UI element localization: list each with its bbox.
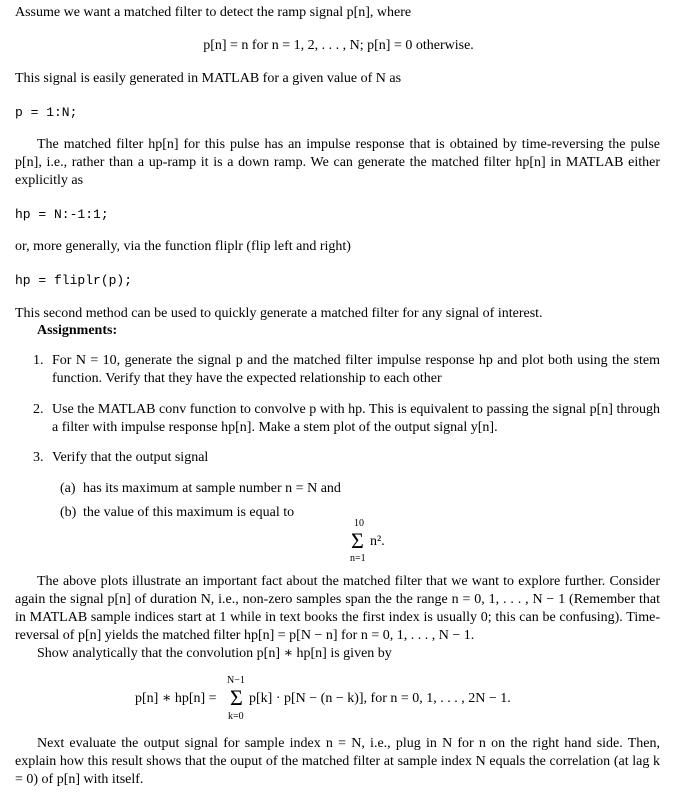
item-1-number: 1. [33,353,44,368]
subitem-b-text: the value of this maximum is equal to [83,505,295,520]
subitem-b-label: (b) [60,505,77,520]
subitem-a-label: (a) [60,481,76,496]
item-3-text: Verify that the output signal [52,450,209,465]
item-3-number: 3. [33,450,44,465]
item-1-text: For N = 10, generate the signal p and the matched filter impulse response hp and plot both using the stem function. Verify that they have the expected relationship to each other [52,353,660,386]
paragraph-fliplr: or, more generally, via the function fliplr (flip left and right) [15,239,351,254]
ramp-definition-equation: p[n] = n for n = 1, 2, . . . , N; p[n] = 0 otherwise. [203,38,474,53]
sum-body: n². [370,534,385,549]
code-snippet-hp-fliplr: hp = fliplr(p); [15,273,133,288]
item-2-number: 2. [33,402,44,417]
assignments-heading: Assignments: [37,323,118,338]
subitem-a-text: has its maximum at sample number n = N and [83,481,341,496]
conv-eq-left: p[n] ∗ hp[n] = [135,691,217,706]
item-2-text: Use the MATLAB conv function to convolve p with hp. This is equivalent to passing the signal p[n] through a filter with impulse response hp[n]. Make a stem plot of the output signal y[n]. [52,402,660,435]
paragraph-show-convolution: Show analytically that the convolution p[n] ∗ hp[n] is given by [37,646,392,661]
code-snippet-hp-explicit: hp = N:-1:1; [15,207,109,222]
sum-lower-limit: n=1 [350,553,366,564]
conv-eq-upper-limit: N−1 [227,675,245,686]
paragraph-second-method: This second method can be used to quickly generate a matched filter for any signal of interest. [15,306,543,321]
conv-eq-lower-limit: k=0 [228,711,244,722]
intro-line-1: Assume we want a matched filter to detect the ramp signal p[n], where [15,5,412,20]
sum-upper-limit: 10 [354,518,364,529]
paragraph-matched-filter-fact: The above plots illustrate an important fact about the matched filter that we want to explore further. Consider again the signal p[n] of duration N, i.e., non-zero samples span the the range n = 0, 1, . . . , N − 1 (Remember that in MATLAB sample indices start at 1 while in text books the first index is usually 0; this can be confusing). Time-reversal of p[n] yields the matched filter hp[n] = p[N − n] for n = 0, 1, . . . , N − 1. [15,574,660,643]
conv-eq-right: p[k] · p[N − (n − k)], for n = 0, 1, . . . , 2N − 1. [249,691,511,706]
conv-eq-sum-symbol: Σ [230,685,243,710]
paragraph-matched-filter: The matched filter hp[n] for this pulse has an impulse response that is obtained by time-reversing the pulse p[n], i.e., rather than a up-ramp it is a down ramp. We can generate the matched filter hp[n] in MATLAB either explicitly as [15,137,660,188]
paragraph-evaluate-output: Next evaluate the output signal for sample index n = N, i.e., plug in N for n on the right hand side. Then, explain how this result shows that the ouput of the matched filter at sample index N equals the correlation (at lag k = 0) of p[n] with itself. [15,736,660,787]
sum-symbol: Σ [351,528,364,553]
intro-line-2: This signal is easily generated in MATLAB for a given value of N as [15,71,402,86]
code-snippet-p: p = 1:N; [15,105,78,120]
